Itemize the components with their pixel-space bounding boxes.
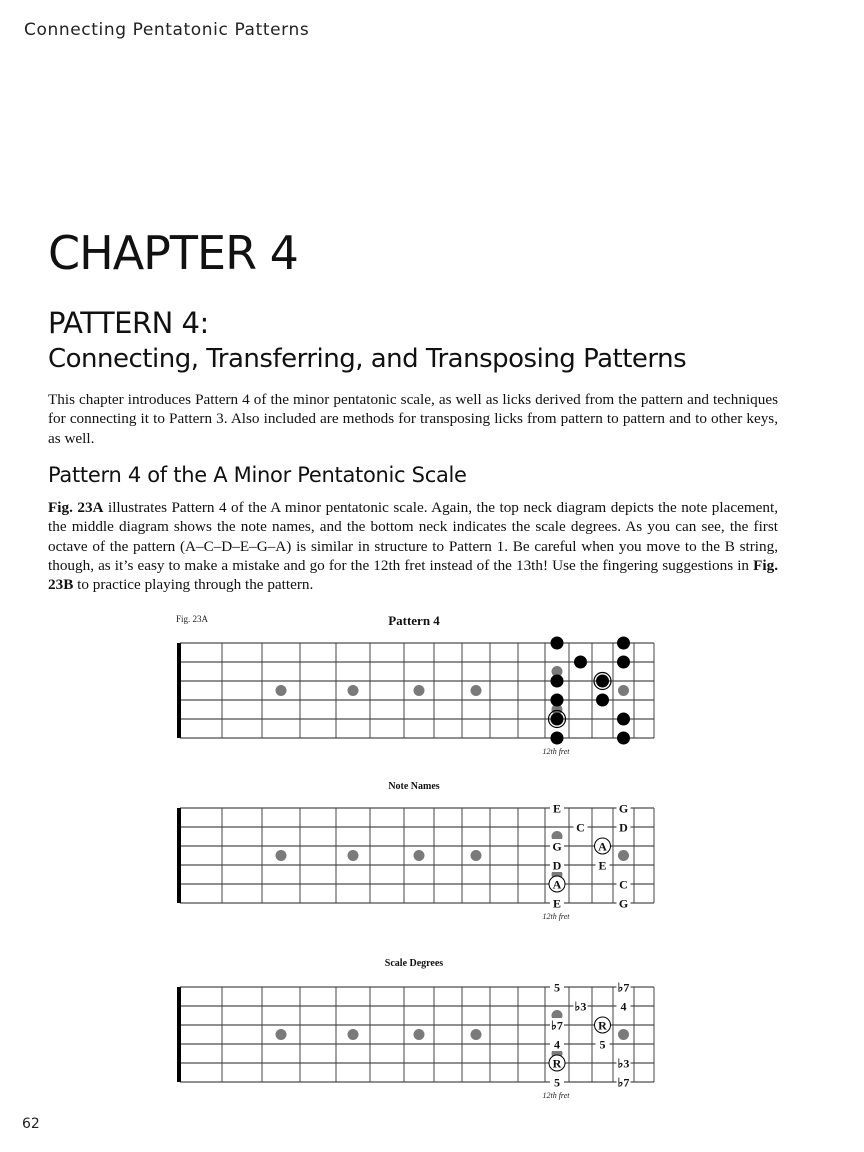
note-dot: [617, 637, 630, 650]
running-header: Connecting Pentatonic Patterns: [24, 20, 310, 40]
note-dot: [551, 637, 564, 650]
fret-marker-dot: [348, 685, 359, 696]
note-label: G: [618, 896, 629, 911]
fret-marker-dot: [471, 850, 482, 861]
note-label: 5: [554, 980, 560, 995]
note-dot: [551, 675, 564, 688]
note-dot: [617, 732, 630, 745]
fret-marker-dot: [276, 850, 287, 861]
chapter-title: CHAPTER 4: [48, 226, 298, 280]
note-label: 4: [554, 1037, 560, 1052]
fret-marker-dot: [276, 1029, 287, 1040]
fret-marker-dot: [414, 850, 425, 861]
note-label: 4: [620, 999, 627, 1014]
pattern-title: PATTERN 4:: [48, 306, 209, 340]
diagram-title: Pattern 4: [388, 613, 440, 628]
fret-marker-dot: [618, 685, 629, 696]
fret-marker-dot: [618, 1029, 629, 1040]
fret-marker-dot: [414, 1029, 425, 1040]
note-dot: [596, 694, 609, 707]
note-dot: [551, 732, 564, 745]
section-heading: Pattern 4 of the A Minor Pentatonic Scale: [48, 463, 467, 487]
note-label: ♭3: [574, 999, 587, 1014]
note-label: C: [619, 877, 628, 892]
note-label: A: [598, 839, 607, 854]
fret-marker-dot: [414, 685, 425, 696]
note-label: C: [576, 820, 585, 835]
note-dot: [551, 694, 564, 707]
fret-marker-dot: [618, 850, 629, 861]
fig-ref-23a: Fig. 23A: [48, 499, 104, 516]
fret-marker-dot: [471, 685, 482, 696]
note-label: ♭7: [551, 1018, 563, 1033]
fig-ref-23b: Fig. 23B: [48, 556, 778, 594]
fret-marker-dot: [276, 685, 287, 696]
note-label: ♭7: [617, 1075, 630, 1090]
note-label: R: [598, 1018, 607, 1033]
fret-marker-dot: [348, 850, 359, 861]
fret-position-label: 12th fret: [542, 1091, 570, 1100]
fret-marker-dot: [471, 1029, 482, 1040]
note-label: D: [552, 858, 562, 873]
note-label: ♭3: [617, 1056, 630, 1071]
note-dot: [574, 656, 587, 669]
fret-position-label: 12th fret: [542, 912, 570, 921]
figure-label: Fig. 23A: [176, 614, 209, 624]
note-label: D: [619, 820, 628, 835]
note-label: R: [552, 1056, 562, 1071]
note-label: 5: [554, 1075, 560, 1090]
note-dot: [617, 713, 630, 726]
note-dot: [596, 675, 609, 688]
note-label: 5: [599, 1037, 606, 1052]
note-label: E: [552, 801, 562, 816]
body-text: illustrates Pattern 4 of the A minor pentatonic scale. Again, the top neck diagram depicts the note placement, the middle diagram shows the note names, and the bottom neck indicates the scale degrees. As you can see, the first octave of the pattern (A–C–D–E–G–A) is similar in structure to Pattern 1. Be careful when you move to the B string, though, as it’s easy to make a mistake and go for the 12th fret instead of the 13th! Use the fingering suggestions in: [48, 499, 779, 574]
note-label: G: [618, 801, 629, 816]
note-dot: [551, 713, 564, 726]
intro-paragraph: This chapter introduces Pattern 4 of the minor pentatonic scale, as well as licks derived from the pattern and techniques for connecting it to Pattern 3. Also included are methods for transposing licks from pattern to pattern and to other keys, as well.: [48, 391, 778, 447]
fret-position-label: 12th fret: [542, 747, 570, 756]
diagram-title: Note Names: [388, 781, 440, 792]
body-text-end: to practice playing through the pattern.: [73, 576, 314, 594]
note-label: A: [552, 877, 562, 892]
diagram-title: Scale Degrees: [384, 958, 444, 969]
note-label: G: [552, 839, 562, 854]
note-dot: [617, 656, 630, 669]
note-label: E: [552, 896, 562, 911]
pattern-subtitle: Connecting, Transferring, and Transposing Patterns: [48, 344, 687, 374]
note-label: E: [598, 858, 607, 873]
note-label: ♭7: [617, 980, 630, 995]
nut: [177, 643, 181, 738]
fret-marker-dot: [348, 1029, 359, 1040]
page-number: 62: [22, 1116, 40, 1132]
nut: [177, 808, 181, 903]
nut: [177, 987, 181, 1082]
